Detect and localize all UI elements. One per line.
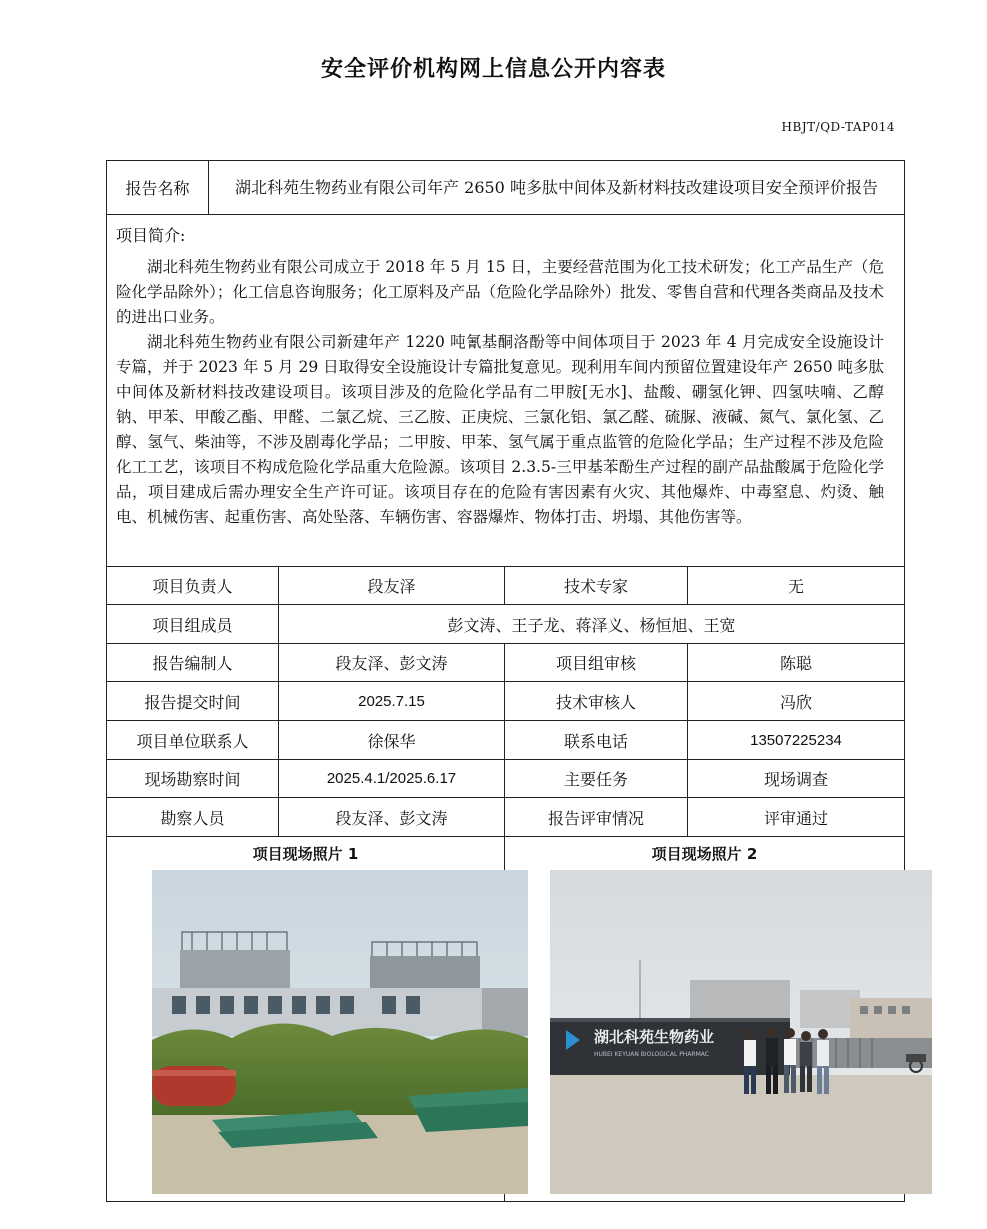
tech-review-label: 技术审核人	[555, 692, 636, 712]
contact-label: 项目单位联系人	[136, 731, 249, 751]
task-label: 主要任务	[563, 770, 628, 789]
members-label: 项目组成员	[152, 615, 233, 635]
leader-value: 段友泽	[367, 577, 416, 596]
report-name-label: 报告名称	[125, 179, 190, 198]
surveyor-label: 勘察人员	[160, 808, 225, 828]
report-name-value: 湖北科苑生物药业有限公司年产 2650 吨多肽中间体及新材料技改建设项目安全预评价报告	[235, 178, 878, 197]
table-divider	[106, 214, 905, 215]
gate-sign-subtext: HUBEI KEYUAN BIOLOGICAL PHARMAC	[594, 1051, 709, 1058]
author-value: 段友泽、彭文涛	[335, 654, 448, 673]
intro-text	[116, 255, 884, 530]
phone-label: 联系电话	[563, 731, 628, 751]
photo-1-title: 项目现场照片 1	[252, 845, 359, 863]
group-review-value: 陈聪	[779, 654, 812, 673]
site-photo-1-image	[152, 870, 528, 1194]
table-border-bottom	[106, 1201, 905, 1202]
members-value: 彭文涛、王子龙、蒋泽义、杨恒旭、王宽	[447, 615, 736, 635]
intro-label: 项目简介:	[116, 226, 186, 245]
author-label: 报告编制人	[152, 654, 233, 673]
survey-time-value: 2025.4.1/2025.6.17	[326, 770, 457, 787]
submit-time-value: 2025.7.15	[358, 692, 425, 710]
phone-value: 13507225234	[750, 731, 842, 749]
document-code: HBJT/QD-TAP014	[781, 120, 895, 134]
review-value: 评审通过	[763, 808, 828, 828]
table-border-left	[106, 160, 107, 1202]
info-table	[106, 160, 905, 1202]
survey-time-label: 现场勘察时间	[144, 770, 241, 789]
site-photo-2-image	[550, 870, 932, 1194]
photo-2-title: 项目现场照片 2	[651, 845, 758, 863]
intro-paragraph-1: 湖北科苑生物药业有限公司成立于 2018 年 5 月 15 日，主要经营范围为化工技术研发；化工产品生产（危险化学品除外）；化工信息咨询服务；化工原料及产品（危险化学品除外）批发、零售自营和代理各类商品及技术的进出口业务。	[116, 258, 884, 326]
tech-review-value: 冯欣	[779, 692, 812, 712]
surveyor-value: 段友泽、彭文涛	[335, 808, 448, 828]
review-label: 报告评审情况	[547, 808, 644, 828]
task-value: 现场调查	[763, 770, 828, 789]
site-photo-1	[152, 870, 528, 1194]
leader-label: 项目负责人	[152, 577, 233, 596]
expert-label: 技术专家	[563, 577, 628, 596]
expert-value: 无	[787, 577, 804, 596]
gate-sign-text: 湖北科苑生物药业	[594, 1028, 715, 1046]
site-photo-2	[550, 870, 932, 1194]
submit-time-label: 报告提交时间	[144, 692, 241, 712]
document-title: 安全评价机构网上信息公开内容表	[320, 57, 666, 82]
contact-value: 徐保华	[367, 731, 416, 751]
group-review-label: 项目组审核	[555, 654, 636, 673]
table-divider	[106, 836, 905, 837]
intro-paragraph-2: 湖北科苑生物药业有限公司新建年产 1220 吨氰基酮洛酚等中间体项目于 2023 年 4 月完成安全设施设计专篇，并于 2023 年 5 月 29 日取得安全设施设计专篇批复意见。现利用车间内预留位置建设年产 2650 吨多肽中间体及新材料技改建设项目。该项目涉及的危险化学品有二甲胺[无水]、盐酸、硼氢化钾、四氢呋喃、乙醇钠、甲苯、甲酸乙酯、甲醛、二氯乙烷、三乙胺、正庚烷、三氯化铝、氯乙醛、硫脲、液碱、氮气、氯化氢、乙醇、氢气、柴油等，不涉及剧毒化学品；二甲胺、甲苯、氢气属于重点监管的危险化学品；生产过程不涉及危险化工工艺，该项目不构成危险化学品重大危险源。该项目 2.3.5-三甲基苯酚生产过程的副产品盐酸属于危险化学品，项目建成后需办理安全生产许可证。该项目存在的危险有害因素有火灾、其他爆炸、中毒窒息、灼烫、触电、机械伤害、起重伤害、高处坠落、车辆伤害、容器爆炸、物体打击、坍塌、其他伤害等。	[116, 333, 884, 526]
